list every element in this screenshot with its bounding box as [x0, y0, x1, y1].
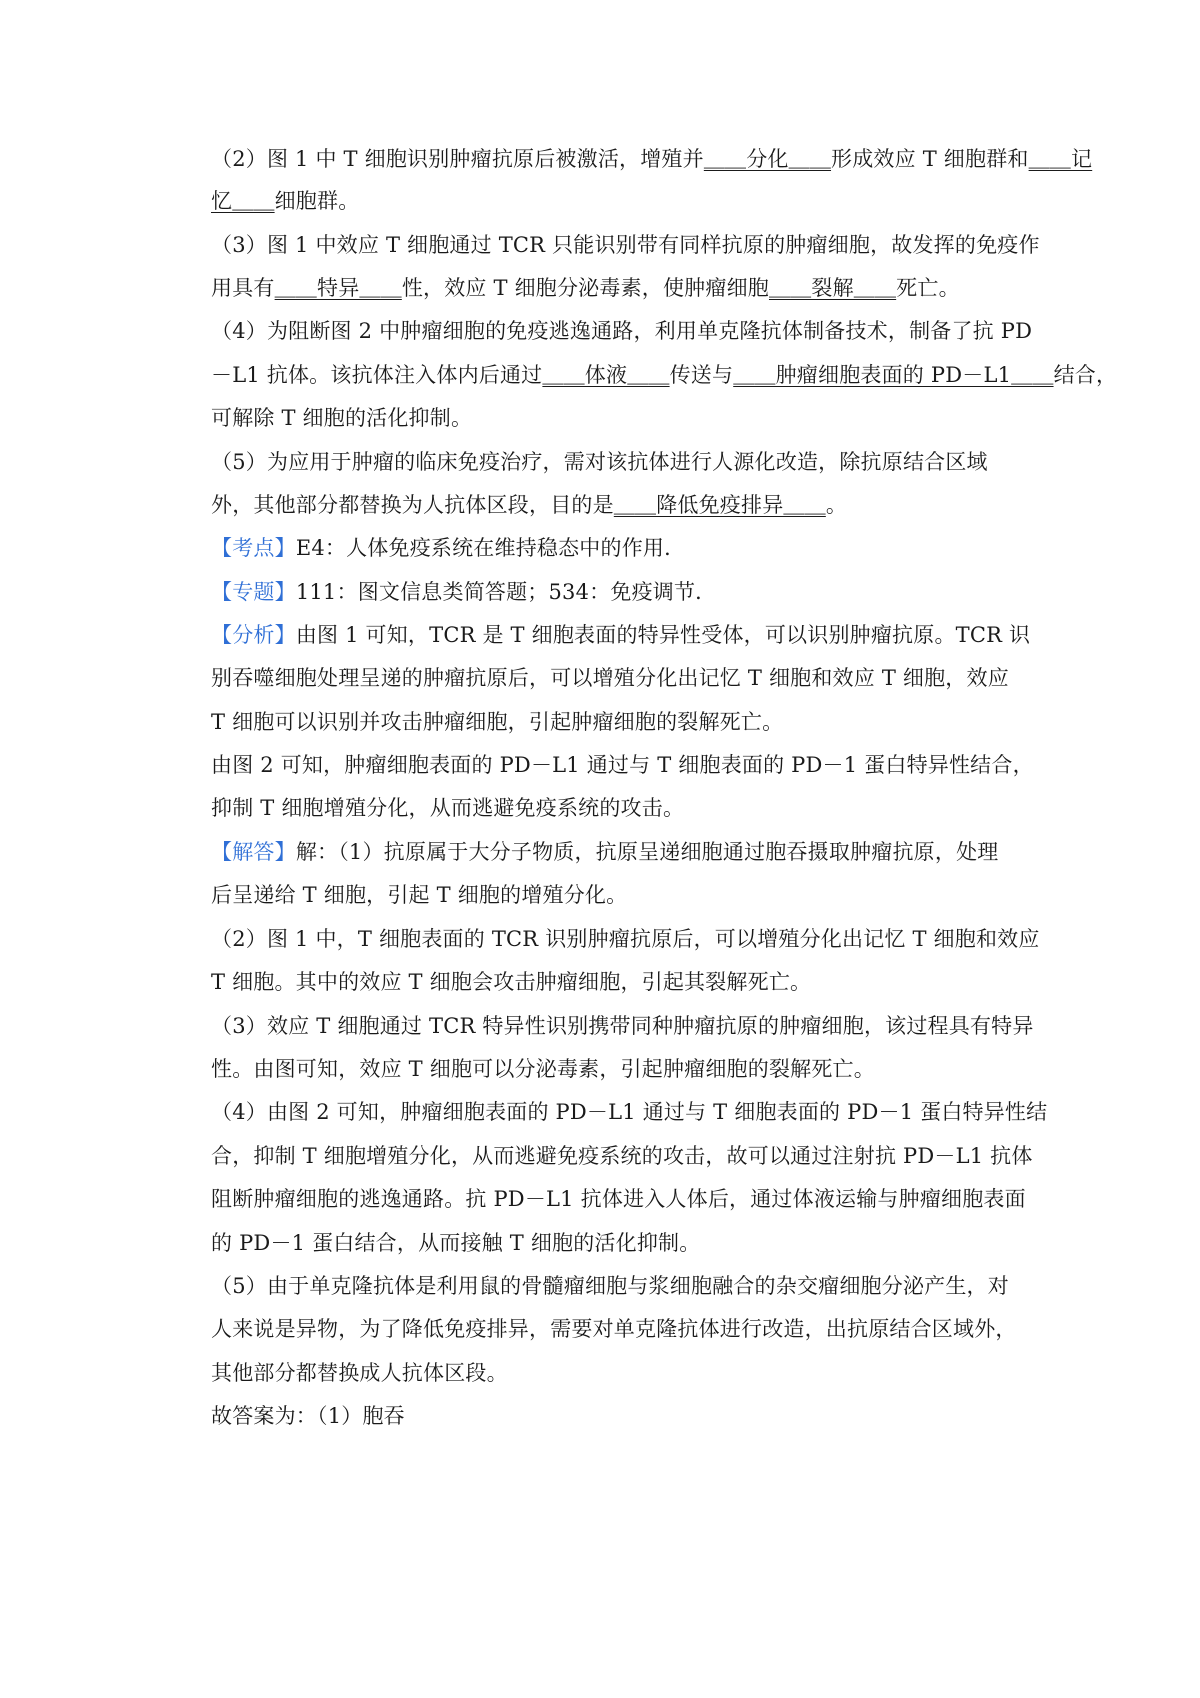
q2-line-2	[211, 186, 1031, 216]
kaodian-tag: 【考点】	[211, 536, 296, 560]
jieda-text: 解：（1）抗原属于大分子物质，抗原呈递细胞通过胞吞摄取肿瘤抗原，处理	[295, 840, 999, 864]
jieda-line-1	[211, 837, 1031, 867]
q2-text: 细胞群。	[274, 189, 360, 213]
q3-line-1: （3）图 1 中效应 T 细胞通过 TCR 只能识别带有同样抗原的肿瘤细胞，故发挥的免疫作	[211, 233, 1040, 257]
jieda-line-2: 后呈递给 T 细胞，引起 T 细胞的增殖分化。	[211, 883, 628, 907]
zhuanti-text: 111：图文信息类简答题；534：免疫调节．	[295, 580, 717, 604]
jieda-line-6: 性。由图可知，效应 T 细胞可以分泌毒素，引起肿瘤细胞的裂解死亡。	[211, 1057, 875, 1081]
q5-answer: ＿＿降低免疫排异＿＿	[613, 493, 826, 517]
q2-text: 形成效应 T 细胞群和	[831, 147, 1029, 171]
jieda-line-11: （5）由于单克隆抗体是利用鼠的骨髓瘤细胞与浆细胞融合的杂交瘤细胞分泌产生，对	[211, 1274, 1009, 1298]
q2-line-1	[211, 144, 1093, 174]
q4-line-2	[211, 360, 1118, 390]
jieda-line-12: 人来说是异物，为了降低免疫排异，需要对单克隆抗体进行改造，出抗原结合区域外，	[211, 1317, 1017, 1341]
q3-answer-1: ＿＿特异＿＿	[274, 276, 402, 300]
jieda-line-5: （3）效应 T 细胞通过 TCR 特异性识别携带同种肿瘤抗原的肿瘤细胞，该过程具有特异	[211, 1014, 1034, 1038]
fenxi-line-4: 由图 2 可知，肿瘤细胞表面的 PD－L1 通过与 T 细胞表面的 PD－1 蛋白特异性结合，	[211, 753, 1034, 777]
zhuanti-line	[211, 577, 1031, 607]
kaodian-text: E4：人体免疫系统在维持稳态中的作用．	[295, 536, 686, 560]
q4-text: 结合，	[1053, 363, 1118, 387]
jieda-line-7: （4）由图 2 可知，肿瘤细胞表面的 PD－L1 通过与 T 细胞表面的 PD－1 蛋白特异性结	[211, 1100, 1048, 1124]
q5-line-1: （5）为应用于肿瘤的临床免疫治疗，需对该抗体进行人源化改造，除抗原结合区域	[211, 450, 988, 474]
kaodian-line	[211, 533, 1031, 563]
q2-answer-2-cont: 忆＿＿	[211, 189, 275, 213]
fenxi-line-3: T 细胞可以识别并攻击肿瘤细胞，引起肿瘤细胞的裂解死亡。	[211, 710, 784, 734]
jieda-line-14: 故答案为：（1）胞吞	[211, 1404, 405, 1428]
jieda-line-13: 其他部分都替换成人抗体区段。	[211, 1361, 508, 1385]
fenxi-text: 由图 1 可知，TCR 是 T 细胞表面的特异性受体，可以识别肿瘤抗原。TCR 识	[295, 623, 1031, 647]
q3-answer-2: ＿＿裂解＿＿	[768, 276, 897, 300]
zhuanti-tag: 【专题】	[211, 580, 296, 604]
jieda-tag: 【解答】	[211, 840, 296, 864]
fenxi-line-5: 抑制 T 细胞增殖分化，从而逃避免疫系统的攻击。	[211, 796, 685, 820]
q3-text: 性，效应 T 细胞分泌毒素，使肿瘤细胞	[401, 276, 769, 300]
q3-line-2	[211, 273, 1031, 303]
q4-answer-1: ＿＿体液＿＿	[542, 363, 670, 387]
jieda-line-3: （2）图 1 中，T 细胞表面的 TCR 识别肿瘤抗原后，可以增殖分化出记忆 T 细胞和效应	[211, 927, 1040, 951]
q4-line-1: （4）为阻断图 2 中肿瘤细胞的免疫逃逸通路，利用单克隆抗体制备技术，制备了抗 PD	[211, 319, 1033, 343]
q5-text: 外，其他部分都替换为人抗体区段，目的是	[211, 493, 614, 517]
q2-answer-2: ＿＿记	[1028, 147, 1093, 171]
q3-text: 死亡。	[896, 276, 960, 300]
jieda-line-9: 阻断肿瘤细胞的逃逸通路。抗 PD－L1 抗体进入人体后，通过体液运输与肿瘤细胞表面	[211, 1187, 1026, 1211]
q2-answer-1: ＿＿分化＿＿	[703, 147, 832, 171]
q2-text: （2）图 1 中 T 细胞识别肿瘤抗原后被激活，增殖并	[211, 147, 704, 171]
jieda-line-10: 的 PD－1 蛋白结合，从而接触 T 细胞的活化抑制。	[211, 1231, 701, 1255]
q4-line-3: 可解除 T 细胞的活化抑制。	[211, 406, 473, 430]
q4-text: 传送与	[669, 363, 734, 387]
q3-text: 用具有	[211, 276, 275, 300]
fenxi-line-1	[211, 620, 1031, 650]
fenxi-tag: 【分析】	[211, 623, 296, 647]
q4-text: －L1 抗体。该抗体注入体内后通过	[211, 363, 543, 387]
q5-line-2	[211, 490, 1031, 520]
jieda-line-4: T 细胞。其中的效应 T 细胞会攻击肿瘤细胞，引起其裂解死亡。	[211, 970, 812, 994]
fenxi-line-2: 别吞噬细胞处理呈递的肿瘤抗原后，可以增殖分化出记忆 T 细胞和效应 T 细胞，效应	[211, 666, 1009, 690]
q4-answer-2: ＿＿肿瘤细胞表面的 PD－L1＿＿	[733, 363, 1054, 387]
jieda-line-8: 合，抑制 T 细胞增殖分化，从而逃避免疫系统的攻击，故可以通过注射抗 PD－L1 抗体	[211, 1144, 1033, 1168]
q5-text: 。	[825, 493, 848, 517]
